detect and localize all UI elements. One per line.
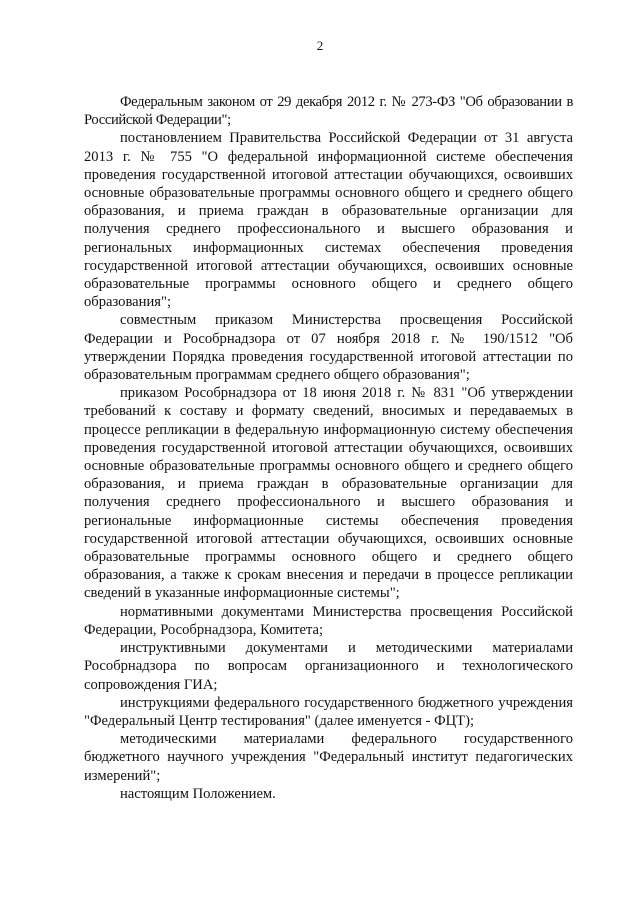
document-body bbox=[84, 93, 573, 803]
paragraph-fct-instructions: инструкциями федерального государственного бюджетного учреждения "Федеральный Центр тестирования" (далее именуется - ФЦТ); bbox=[84, 694, 573, 729]
paragraph-federal-law: Федеральным законом от 29 декабря 2012 г. № 273-ФЗ "Об образовании в Российской Федерации"; bbox=[84, 94, 573, 129]
paragraph-rosobrnadzor-order: приказом Рособрнадзора от 18 июня 2018 г. № 831 "Об утверждении требований к составу и формату сведений, вносимых и передаваемых в процессе репликации в федеральную информационную систему обеспечения проведения государственной итоговой аттестации обучающихся, освоивших основные образовательные программы основного общего и среднего общего образования, и приема граждан в образовательные организации для получения среднего профессионального и высшего образования и региональные информационные системы обеспечения проведения государственной итоговой аттестации обучающихся, освоивших основные образовательные программы основного общего и среднего общего образования, а также к срокам внесения и передачи в процессе репликации сведений в указанные информационные системы"; bbox=[84, 385, 573, 602]
page-number: 2 bbox=[316, 38, 324, 53]
paragraph-this-regulation: настоящим Положением. bbox=[120, 785, 276, 802]
paragraph-instructive-documents: инструктивными документами и методическими материалами Рособрнадзора по вопросам организационного и технологического сопровождения ГИА; bbox=[84, 640, 573, 693]
paragraph-fipi-materials: методическими материалами федерального государственного бюджетного научного учреждения "Федеральный институт педагогических измерений"; bbox=[84, 731, 573, 784]
paragraph-government-decree: постановлением Правительства Российской Федерации от 31 августа 2013 г. № 755 "О федеральной информационной системе обеспечения проведения государственной итоговой аттестации обучающихся, освоивших основные образовательные программы основного общего и среднего общего образования, и приема граждан в образовательные организации для получения среднего профессионального и высшего образования и региональных информационных системах обеспечения проведения государственной итоговой аттестации обучающихся, освоивших основные образовательные программы основного общего и среднего общего образования"; bbox=[84, 130, 573, 311]
paragraph-joint-order: совместным приказом Министерства просвещения Российской Федерации и Рособрнадзора от 07 ноября 2018 г. № 190/1512 "Об утверждении Порядка проведения государственной итоговой аттестации по образовательным программам среднего общего образования"; bbox=[84, 312, 573, 384]
paragraph-normative-documents: нормативными документами Министерства просвещения Российской Федерации, Рособрнадзора, Комитета; bbox=[84, 603, 573, 638]
